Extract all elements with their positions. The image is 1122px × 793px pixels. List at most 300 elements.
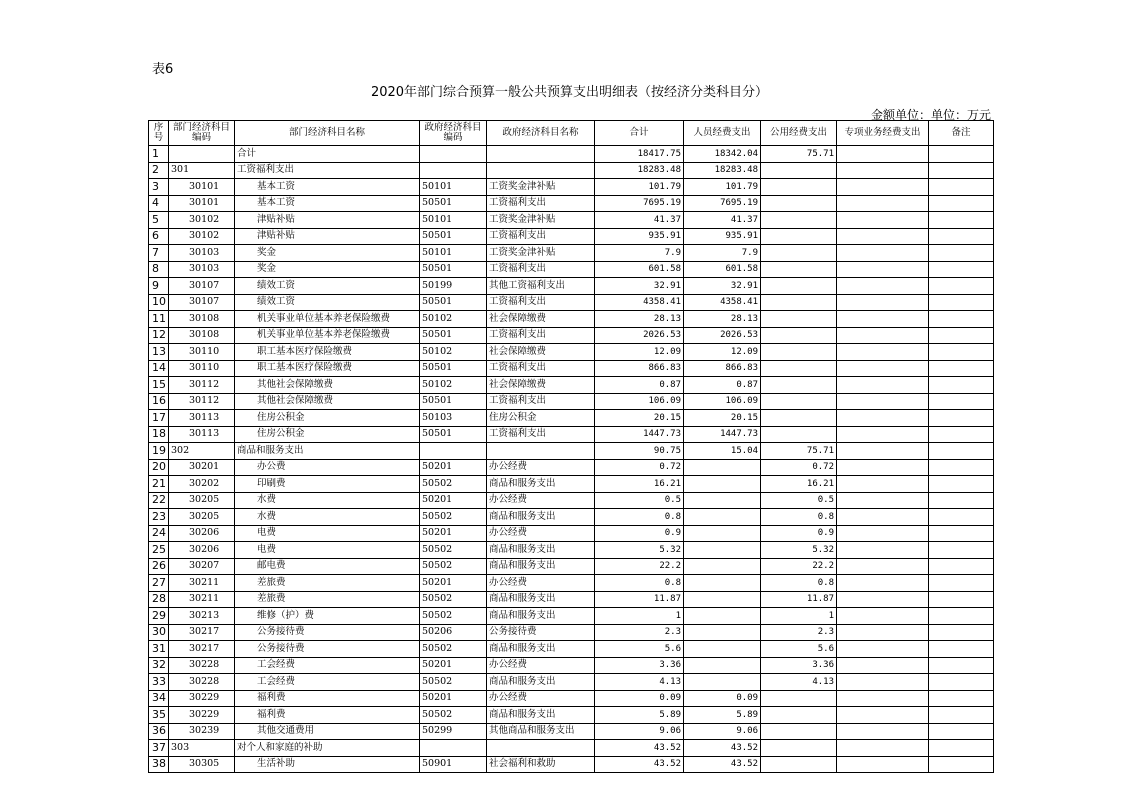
note-cell xyxy=(929,179,994,196)
table-row xyxy=(149,492,994,509)
special-cell xyxy=(837,162,929,179)
personnel-cell xyxy=(684,509,761,526)
gov-name-cell: 社会保障缴费 xyxy=(487,311,595,328)
gov-name-cell: 办公经费 xyxy=(487,575,595,592)
table-row xyxy=(149,179,994,196)
gov-code-cell: 50201 xyxy=(420,525,487,542)
note-cell xyxy=(929,311,994,328)
public-cell: 3.36 xyxy=(761,657,837,674)
dept-code-cell: 30101 xyxy=(169,195,235,212)
gov-code-cell: 50299 xyxy=(420,723,487,740)
row-seq-cell: 17 xyxy=(149,410,169,427)
public-cell: 0.72 xyxy=(761,459,837,476)
personnel-cell: 866.83 xyxy=(684,360,761,377)
personnel-cell xyxy=(684,591,761,608)
table-row xyxy=(149,426,994,443)
gov-code-cell: 50102 xyxy=(420,311,487,328)
row-seq-cell: 34 xyxy=(149,690,169,707)
dept-name-cell: 工会经费 xyxy=(235,657,420,674)
dept-code-cell: 30228 xyxy=(169,657,235,674)
dept-code-cell: 30211 xyxy=(169,591,235,608)
total-cell: 2.3 xyxy=(595,624,684,641)
public-cell xyxy=(761,426,837,443)
gov-code-cell: 50102 xyxy=(420,344,487,361)
total-cell: 7.9 xyxy=(595,245,684,262)
special-cell xyxy=(837,179,929,196)
personnel-cell: 101.79 xyxy=(684,179,761,196)
note-cell xyxy=(929,228,994,245)
gov-code-cell: 50502 xyxy=(420,674,487,691)
gov-name-cell: 工资福利支出 xyxy=(487,294,595,311)
personnel-cell: 2026.53 xyxy=(684,327,761,344)
special-cell xyxy=(837,377,929,394)
gov-code-cell: 50501 xyxy=(420,360,487,377)
table-row xyxy=(149,360,994,377)
public-cell xyxy=(761,228,837,245)
special-cell xyxy=(837,327,929,344)
table-row xyxy=(149,575,994,592)
total-cell: 0.8 xyxy=(595,509,684,526)
special-cell xyxy=(837,591,929,608)
header-personnel: 人员经费支出 xyxy=(684,121,761,146)
note-cell xyxy=(929,509,994,526)
dept-name-cell: 绩效工资 xyxy=(235,278,420,295)
header-public: 公用经费支出 xyxy=(761,121,837,146)
table-row xyxy=(149,410,994,427)
dept-code-cell: 303 xyxy=(169,740,235,757)
total-cell: 0.09 xyxy=(595,690,684,707)
table-row xyxy=(149,690,994,707)
table-row xyxy=(149,146,994,163)
dept-code-cell: 30305 xyxy=(169,756,235,773)
dept-name-cell: 邮电费 xyxy=(235,558,420,575)
dept-code-cell: 30239 xyxy=(169,723,235,740)
personnel-cell: 0.87 xyxy=(684,377,761,394)
row-seq-cell: 26 xyxy=(149,558,169,575)
total-cell: 18417.75 xyxy=(595,146,684,163)
public-cell: 1 xyxy=(761,608,837,625)
total-cell: 16.21 xyxy=(595,476,684,493)
dept-code-cell: 30206 xyxy=(169,542,235,559)
dept-code-cell: 30103 xyxy=(169,261,235,278)
gov-code-cell: 50201 xyxy=(420,459,487,476)
dept-code-cell: 30229 xyxy=(169,690,235,707)
gov-code-cell: 50199 xyxy=(420,278,487,295)
dept-code-cell: 30213 xyxy=(169,608,235,625)
gov-code-cell: 50101 xyxy=(420,245,487,262)
note-cell xyxy=(929,657,994,674)
gov-name-cell: 工资福利支出 xyxy=(487,327,595,344)
dept-name-cell: 其他社会保障缴费 xyxy=(235,377,420,394)
table-row xyxy=(149,278,994,295)
dept-code-cell: 30107 xyxy=(169,278,235,295)
public-cell xyxy=(761,311,837,328)
table-row xyxy=(149,344,994,361)
gov-name-cell xyxy=(487,740,595,757)
total-cell: 5.32 xyxy=(595,542,684,559)
table-row xyxy=(149,195,994,212)
dept-name-cell: 电费 xyxy=(235,525,420,542)
note-cell xyxy=(929,492,994,509)
table-row xyxy=(149,459,994,476)
personnel-cell: 0.09 xyxy=(684,690,761,707)
special-cell xyxy=(837,756,929,773)
row-seq-cell: 3 xyxy=(149,179,169,196)
dept-name-cell: 公务接待费 xyxy=(235,624,420,641)
document-title: 2020年部门综合预算一般公共预算支出明细表（按经济分类科目分） xyxy=(370,85,769,100)
dept-name-cell: 住房公积金 xyxy=(235,410,420,427)
gov-name-cell: 住房公积金 xyxy=(487,410,595,427)
total-cell: 0.72 xyxy=(595,459,684,476)
total-cell: 1447.73 xyxy=(595,426,684,443)
personnel-cell xyxy=(684,459,761,476)
public-cell xyxy=(761,344,837,361)
total-cell: 43.52 xyxy=(595,756,684,773)
public-cell: 22.2 xyxy=(761,558,837,575)
gov-name-cell: 工资福利支出 xyxy=(487,195,595,212)
public-cell xyxy=(761,707,837,724)
personnel-cell xyxy=(684,575,761,592)
public-cell xyxy=(761,162,837,179)
table-row xyxy=(149,443,994,460)
gov-name-cell: 工资福利支出 xyxy=(487,393,595,410)
personnel-cell: 106.09 xyxy=(684,393,761,410)
dept-code-cell: 30211 xyxy=(169,575,235,592)
special-cell xyxy=(837,261,929,278)
row-seq-cell: 6 xyxy=(149,228,169,245)
gov-code-cell: 50501 xyxy=(420,228,487,245)
dept-code-cell: 30102 xyxy=(169,228,235,245)
special-cell xyxy=(837,443,929,460)
row-seq-cell: 18 xyxy=(149,426,169,443)
dept-name-cell: 差旅费 xyxy=(235,575,420,592)
dept-name-cell: 其他社会保障缴费 xyxy=(235,393,420,410)
row-seq-cell: 36 xyxy=(149,723,169,740)
row-seq-cell: 19 xyxy=(149,443,169,460)
personnel-cell: 41.37 xyxy=(684,212,761,229)
total-cell: 0.5 xyxy=(595,492,684,509)
note-cell xyxy=(929,443,994,460)
expenditure-detail-table xyxy=(148,120,994,773)
table-row xyxy=(149,657,994,674)
special-cell xyxy=(837,228,929,245)
total-cell: 0.8 xyxy=(595,575,684,592)
header-note: 备注 xyxy=(929,121,994,146)
table-row xyxy=(149,624,994,641)
dept-code-cell: 30107 xyxy=(169,294,235,311)
dept-name-cell: 福利费 xyxy=(235,707,420,724)
row-seq-cell: 14 xyxy=(149,360,169,377)
personnel-cell: 15.04 xyxy=(684,443,761,460)
dept-name-cell: 奖金 xyxy=(235,245,420,262)
dept-name-cell: 机关事业单位基本养老保险缴费 xyxy=(235,327,420,344)
note-cell xyxy=(929,674,994,691)
gov-code-cell: 50901 xyxy=(420,756,487,773)
row-seq-cell: 13 xyxy=(149,344,169,361)
note-cell xyxy=(929,740,994,757)
gov-code-cell: 50201 xyxy=(420,690,487,707)
special-cell xyxy=(837,294,929,311)
dept-name-cell: 奖金 xyxy=(235,261,420,278)
dept-code-cell: 30205 xyxy=(169,509,235,526)
gov-name-cell: 工资福利支出 xyxy=(487,261,595,278)
table-row xyxy=(149,591,994,608)
dept-code-cell: 30101 xyxy=(169,179,235,196)
special-cell xyxy=(837,459,929,476)
row-seq-cell: 9 xyxy=(149,278,169,295)
note-cell xyxy=(929,476,994,493)
total-cell: 0.87 xyxy=(595,377,684,394)
gov-code-cell xyxy=(420,443,487,460)
table-row xyxy=(149,608,994,625)
gov-name-cell: 工资奖金津补贴 xyxy=(487,212,595,229)
gov-code-cell: 50501 xyxy=(420,195,487,212)
dept-name-cell: 商品和服务支出 xyxy=(235,443,420,460)
gov-code-cell: 50101 xyxy=(420,179,487,196)
dept-name-cell: 公务接待费 xyxy=(235,641,420,658)
public-cell xyxy=(761,723,837,740)
public-cell xyxy=(761,261,837,278)
table-row xyxy=(149,228,994,245)
table-row xyxy=(149,245,994,262)
special-cell xyxy=(837,492,929,509)
gov-name-cell xyxy=(487,162,595,179)
table-row xyxy=(149,476,994,493)
table-row xyxy=(149,525,994,542)
note-cell xyxy=(929,278,994,295)
public-cell xyxy=(761,377,837,394)
total-cell: 9.06 xyxy=(595,723,684,740)
gov-name-cell: 社会保障缴费 xyxy=(487,344,595,361)
public-cell xyxy=(761,690,837,707)
gov-name-cell: 商品和服务支出 xyxy=(487,558,595,575)
header-gov-name: 政府经济科目名称 xyxy=(487,121,595,146)
row-seq-cell: 20 xyxy=(149,459,169,476)
dept-code-cell: 30108 xyxy=(169,311,235,328)
table-row xyxy=(149,294,994,311)
row-seq-cell: 1 xyxy=(149,146,169,163)
gov-name-cell: 工资福利支出 xyxy=(487,360,595,377)
gov-code-cell: 50502 xyxy=(420,509,487,526)
public-cell: 11.87 xyxy=(761,591,837,608)
gov-name-cell: 商品和服务支出 xyxy=(487,674,595,691)
table-row xyxy=(149,707,994,724)
special-cell xyxy=(837,146,929,163)
note-cell xyxy=(929,327,994,344)
row-seq-cell: 21 xyxy=(149,476,169,493)
personnel-cell: 7695.19 xyxy=(684,195,761,212)
table-row xyxy=(149,377,994,394)
dept-name-cell: 维修（护）费 xyxy=(235,608,420,625)
dept-code-cell: 30207 xyxy=(169,558,235,575)
table-row xyxy=(149,162,994,179)
table-row xyxy=(149,212,994,229)
dept-name-cell: 办公费 xyxy=(235,459,420,476)
total-cell: 18283.48 xyxy=(595,162,684,179)
row-seq-cell: 27 xyxy=(149,575,169,592)
public-cell xyxy=(761,410,837,427)
note-cell xyxy=(929,558,994,575)
row-seq-cell: 24 xyxy=(149,525,169,542)
row-seq-cell: 32 xyxy=(149,657,169,674)
dept-name-cell: 合计 xyxy=(235,146,420,163)
dept-name-cell: 住房公积金 xyxy=(235,426,420,443)
table-row xyxy=(149,393,994,410)
gov-name-cell: 商品和服务支出 xyxy=(487,476,595,493)
table-row xyxy=(149,740,994,757)
dept-name-cell: 生活补助 xyxy=(235,756,420,773)
table-row xyxy=(149,723,994,740)
gov-code-cell: 50502 xyxy=(420,558,487,575)
total-cell: 935.91 xyxy=(595,228,684,245)
note-cell xyxy=(929,360,994,377)
special-cell xyxy=(837,426,929,443)
personnel-cell: 4358.41 xyxy=(684,294,761,311)
gov-code-cell xyxy=(420,146,487,163)
gov-name-cell: 社会保障缴费 xyxy=(487,377,595,394)
special-cell xyxy=(837,525,929,542)
personnel-cell xyxy=(684,624,761,641)
note-cell xyxy=(929,393,994,410)
dept-name-cell: 津贴补贴 xyxy=(235,212,420,229)
gov-code-cell: 50501 xyxy=(420,393,487,410)
header-seq: 序号 xyxy=(149,121,169,146)
total-cell: 5.6 xyxy=(595,641,684,658)
total-cell: 5.89 xyxy=(595,707,684,724)
gov-name-cell: 商品和服务支出 xyxy=(487,542,595,559)
personnel-cell xyxy=(684,542,761,559)
special-cell xyxy=(837,575,929,592)
gov-name-cell: 商品和服务支出 xyxy=(487,591,595,608)
dept-code-cell: 301 xyxy=(169,162,235,179)
gov-name-cell: 其他商品和服务支出 xyxy=(487,723,595,740)
note-cell xyxy=(929,261,994,278)
gov-name-cell: 工资奖金津补贴 xyxy=(487,245,595,262)
gov-code-cell: 50102 xyxy=(420,377,487,394)
total-cell: 90.75 xyxy=(595,443,684,460)
gov-code-cell: 50103 xyxy=(420,410,487,427)
public-cell xyxy=(761,393,837,410)
note-cell xyxy=(929,426,994,443)
special-cell xyxy=(837,360,929,377)
personnel-cell: 20.15 xyxy=(684,410,761,427)
dept-name-cell: 电费 xyxy=(235,542,420,559)
personnel-cell: 7.9 xyxy=(684,245,761,262)
gov-code-cell xyxy=(420,740,487,757)
special-cell xyxy=(837,674,929,691)
row-seq-cell: 15 xyxy=(149,377,169,394)
gov-name-cell: 办公经费 xyxy=(487,525,595,542)
row-seq-cell: 38 xyxy=(149,756,169,773)
note-cell xyxy=(929,723,994,740)
personnel-cell xyxy=(684,608,761,625)
table-row xyxy=(149,509,994,526)
note-cell xyxy=(929,146,994,163)
dept-name-cell: 工会经费 xyxy=(235,674,420,691)
row-seq-cell: 7 xyxy=(149,245,169,262)
row-seq-cell: 23 xyxy=(149,509,169,526)
dept-code-cell xyxy=(169,146,235,163)
personnel-cell: 12.09 xyxy=(684,344,761,361)
dept-code-cell: 30202 xyxy=(169,476,235,493)
total-cell: 7695.19 xyxy=(595,195,684,212)
gov-code-cell: 50502 xyxy=(420,542,487,559)
special-cell xyxy=(837,740,929,757)
total-cell: 4358.41 xyxy=(595,294,684,311)
dept-code-cell: 30112 xyxy=(169,393,235,410)
dept-name-cell: 工资福利支出 xyxy=(235,162,420,179)
personnel-cell xyxy=(684,525,761,542)
personnel-cell xyxy=(684,657,761,674)
dept-code-cell: 30113 xyxy=(169,410,235,427)
personnel-cell xyxy=(684,492,761,509)
gov-code-cell: 50201 xyxy=(420,575,487,592)
gov-code-cell: 50501 xyxy=(420,426,487,443)
row-seq-cell: 22 xyxy=(149,492,169,509)
personnel-cell: 28.13 xyxy=(684,311,761,328)
row-seq-cell: 5 xyxy=(149,212,169,229)
total-cell: 106.09 xyxy=(595,393,684,410)
personnel-cell xyxy=(684,558,761,575)
note-cell xyxy=(929,756,994,773)
dept-name-cell: 差旅费 xyxy=(235,591,420,608)
header-total: 合计 xyxy=(595,121,684,146)
dept-name-cell: 印刷费 xyxy=(235,476,420,493)
gov-code-cell: 50501 xyxy=(420,294,487,311)
total-cell: 4.13 xyxy=(595,674,684,691)
public-cell: 0.9 xyxy=(761,525,837,542)
total-cell: 1 xyxy=(595,608,684,625)
public-cell xyxy=(761,756,837,773)
total-cell: 32.91 xyxy=(595,278,684,295)
row-seq-cell: 16 xyxy=(149,393,169,410)
total-cell: 28.13 xyxy=(595,311,684,328)
amount-unit-note: 金额单位：单位：万元 xyxy=(870,108,991,122)
gov-name-cell: 办公经费 xyxy=(487,459,595,476)
note-cell xyxy=(929,245,994,262)
table-row xyxy=(149,542,994,559)
note-cell xyxy=(929,162,994,179)
public-cell: 5.6 xyxy=(761,641,837,658)
dept-name-cell: 机关事业单位基本养老保险缴费 xyxy=(235,311,420,328)
gov-code-cell: 50206 xyxy=(420,624,487,641)
public-cell: 16.21 xyxy=(761,476,837,493)
personnel-cell: 935.91 xyxy=(684,228,761,245)
table-row xyxy=(149,261,994,278)
dept-code-cell: 30205 xyxy=(169,492,235,509)
public-cell xyxy=(761,294,837,311)
dept-code-cell: 30110 xyxy=(169,344,235,361)
row-seq-cell: 29 xyxy=(149,608,169,625)
row-seq-cell: 33 xyxy=(149,674,169,691)
row-seq-cell: 10 xyxy=(149,294,169,311)
special-cell xyxy=(837,509,929,526)
total-cell: 22.2 xyxy=(595,558,684,575)
note-cell xyxy=(929,212,994,229)
gov-name-cell: 其他工资福利支出 xyxy=(487,278,595,295)
note-cell xyxy=(929,459,994,476)
header-row xyxy=(149,121,994,146)
dept-code-cell: 30102 xyxy=(169,212,235,229)
total-cell: 601.58 xyxy=(595,261,684,278)
table-row xyxy=(149,756,994,773)
personnel-cell: 18342.04 xyxy=(684,146,761,163)
public-cell: 75.71 xyxy=(761,146,837,163)
dept-code-cell: 30201 xyxy=(169,459,235,476)
row-seq-cell: 37 xyxy=(149,740,169,757)
gov-name-cell: 公务接待费 xyxy=(487,624,595,641)
note-cell xyxy=(929,525,994,542)
